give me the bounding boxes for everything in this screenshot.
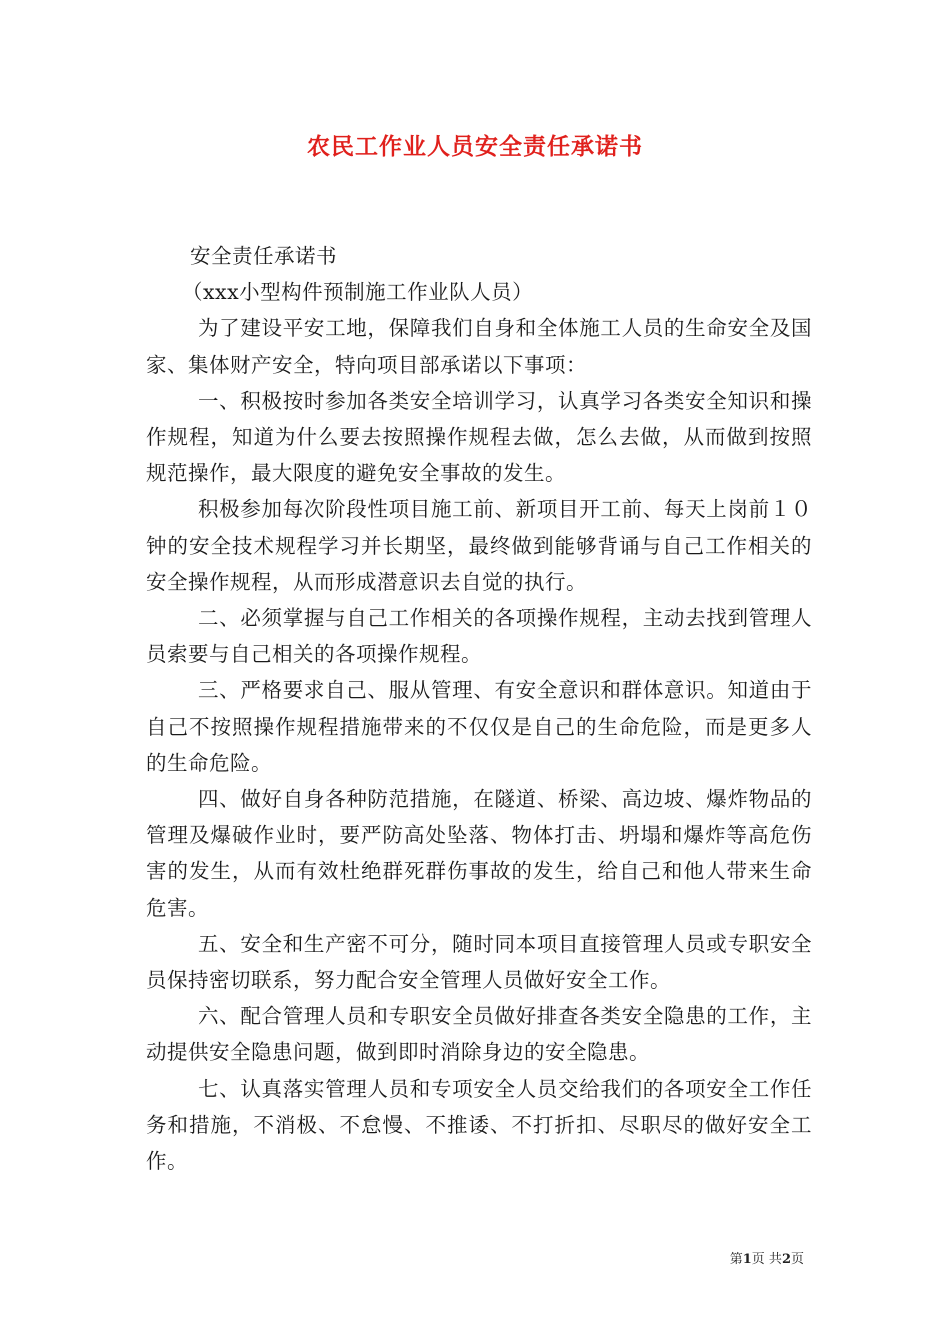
paragraph-item-3: 三、严格要求自己、服从管理、有安全意识和群体意识。知道由于自己不按照操作规程措施带来的不仅仅是自己的生命危险，而是更多人的生命危险。 [146, 678, 812, 775]
footer-prefix: 第 [729, 1252, 743, 1267]
footer-total-pages: 2 [781, 1252, 791, 1267]
footer-middle: 页 共 [751, 1252, 782, 1267]
paragraph-item-7: 七、认真落实管理人员和专项安全人员交给我们的各项安全工作任务和措施，不消极、不怠慢、不推诿、不打折扣、尽职尽的做好安全工作。 [146, 1076, 812, 1174]
document-subtitle: 安全责任承诺书 [190, 244, 337, 268]
document-title: 农民工作业人员安全责任承诺书 [307, 133, 643, 160]
document-body [146, 238, 812, 1179]
footer-current-page: 1 [742, 1252, 752, 1267]
paragraph-item-1-continued: 积极参加每次阶段性项目施工前、新项目开工前、每天上岗前１０钟的安全技术规程学习并长期坚，最终做到能够背诵与自己工作相关的安全操作规程，从而形成潜意识去自觉的执行。 [146, 497, 812, 594]
page-number-footer [730, 1248, 804, 1267]
paragraph-item-5: 五、安全和生产密不可分，随时同本项目直接管理人员或专职安全员保持密切联系，努力配合安全管理人员做好安全工作。 [146, 931, 812, 993]
paragraph-item-2: 二、必须掌握与自己工作相关的各项操作规程，主动去找到管理人员索要与自己相关的各项操作规程。 [146, 606, 812, 667]
footer-suffix: 页 [790, 1252, 804, 1267]
organization-line: （xxx小型构件预制施工作业队人员） [182, 280, 534, 305]
paragraph-item-4: 四、做好自身各种防范措施，在隧道、桥梁、高边坡、爆炸物品的管理及爆破作业时，要严防高处坠落、物体打击、坍塌和爆炸等高危伤害的发生，从而有效杜绝群死群伤事故的发生，给自己和他人带来生命危害。 [146, 787, 812, 920]
paragraph-intro: 为了建设平安工地，保障我们自身和全体施工人员的生命安全及国家、集体财产安全，特向项目部承诺以下事项： [146, 316, 812, 377]
paragraph-item-6: 六、配合管理人员和专职安全员做好排查各类安全隐患的工作，主动提供安全隐患问题，做到即时消除身边的安全隐患。 [146, 1004, 812, 1065]
paragraph-item-1: 一、积极按时参加各类安全培训学习，认真学习各类安全知识和操作规程，知道为什么要去按照操作规程去做，怎么去做，从而做到按照规范操作，最大限度的避免安全事故的发生。 [146, 388, 812, 486]
